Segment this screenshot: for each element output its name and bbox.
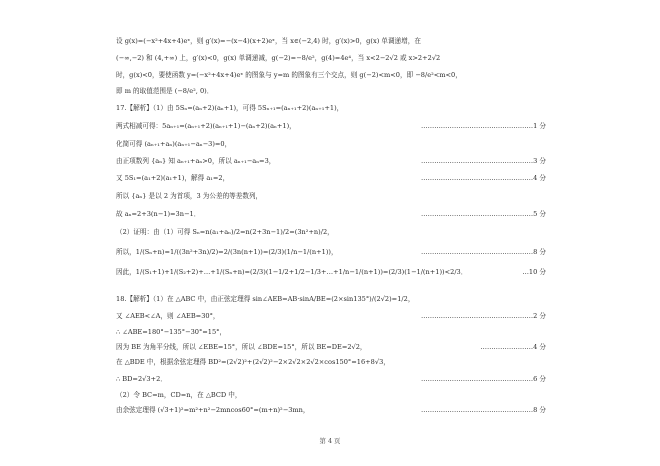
text-line: 由正项数列 {aₙ} 知 aₙ₊₁+aₙ>0，所以 aₙ₊₁−aₙ=3， ……………………………………………3 分 bbox=[116, 157, 546, 165]
text-line: (−∞,−2) 和 (4,+∞) 上，g′(x)<0，g(x) 单调递减，g(−2)=−8/e²，g(4)=4e⁴，当 x<2−2√2 或 x>2+2√2 bbox=[116, 54, 441, 62]
text-line: 18.【解析】（1）在 △ABC 中，由正弦定理得 sin∠AEB=AB·sinA/BE=(2×sin135°)/(2√2)=1/2， bbox=[116, 295, 415, 303]
text-line: 又 5S₁=(a₁+2)(a₁+1)，解得 a₁=2， ……………………………………………4 分 bbox=[116, 174, 546, 182]
text-line: （2）令 BC=m，CD=n，在 △BCD 中， bbox=[116, 391, 242, 399]
text-line: 所以 {aₙ} 是以 2 为首项，3 为公差的等差数列， bbox=[116, 192, 263, 200]
text-line: 在 △BDE 中，根据余弦定理得 BD²=(2√2)²+(2√2)²−2×2√2×2√2×cos150°=16+8√3， bbox=[116, 358, 390, 366]
text-line: 即 m 的取值范围是 (−8/e², 0)． bbox=[116, 87, 214, 95]
page-number: 第 4 页 bbox=[319, 437, 341, 445]
text-line: ∴ ∠ABE=180°−135°−30°=15°， bbox=[116, 328, 227, 336]
text-line: （2）证明：由（1）可得 Sₙ=n(a₁+aₙ)/2=n(2+3n−1)/2=(3n²+n)/2， bbox=[116, 228, 334, 236]
text-line: 两式相减可得：5aₙ₊₁=(aₙ₊₁+2)(aₙ₊₁+1)−(aₙ+2)(aₙ+1)， ……………………………………………1 分 bbox=[116, 122, 546, 130]
text-line: 所以，1/(Sₙ+n)=1/((3n²+3n)/2)=2/(3n(n+1))=(2/3)(1/n−1/(n+1))， ……………………………………………8 分 bbox=[116, 248, 546, 256]
text-line: 故 aₙ=2+3(n−1)=3n−1． ……………………………………………5 分 bbox=[116, 210, 546, 218]
text-line: 17.【解析】（1）由 5Sₙ=(aₙ+2)(aₙ+1)，可得 5Sₙ₊₁=(aₙ₊₁+2)(aₙ₊₁+1)， bbox=[116, 104, 344, 112]
text-line: 又 ∠AEB<∠A，则 ∠AEB=30°， ……………………………………………2 分 bbox=[116, 312, 546, 320]
text-line: 时，g(x)<0，要使函数 y=(−x²+4x+4)eˣ 的图象与 y=m 的图象有三个交点，则 g(−2)<m<0，即 −8/e²<m<0， bbox=[116, 71, 462, 79]
text-line: 由余弦定理得 (√3+1)²=m²+n²−2mncos60°=(m+n)²−3mn， ……………………………………………8 分 bbox=[116, 406, 546, 414]
text-line: 因为 BE 为角平分线，所以 ∠EBE=15°，所以 ∠BDE=15°，所以 BE=DE=2√2， ……………………4 分 bbox=[116, 343, 546, 351]
text-line: 化简可得 (aₙ₊₁+aₙ)(aₙ₊₁−aₙ−3)=0， bbox=[116, 140, 232, 148]
text-line: 设 g(x)=(−x²+4x+4)eˣ，则 g′(x)=−(x−4)(x+2)eˣ，当 x∈(−2,4) 时，g′(x)>0，g(x) 单调递增，在 bbox=[116, 37, 421, 45]
text-line: 因此，1/(S₁+1)+1/(S₂+2)+…+1/(Sₙ+n)=(2/3)(1−1/2+1/2−1/3+…+1/n−1/(n+1))=(2/3)(1−1/(n+1))<2/3． …10 分 bbox=[116, 268, 546, 276]
text-line: ∴ BD=2√3+2． ……………………………………………6 分 bbox=[116, 375, 546, 383]
